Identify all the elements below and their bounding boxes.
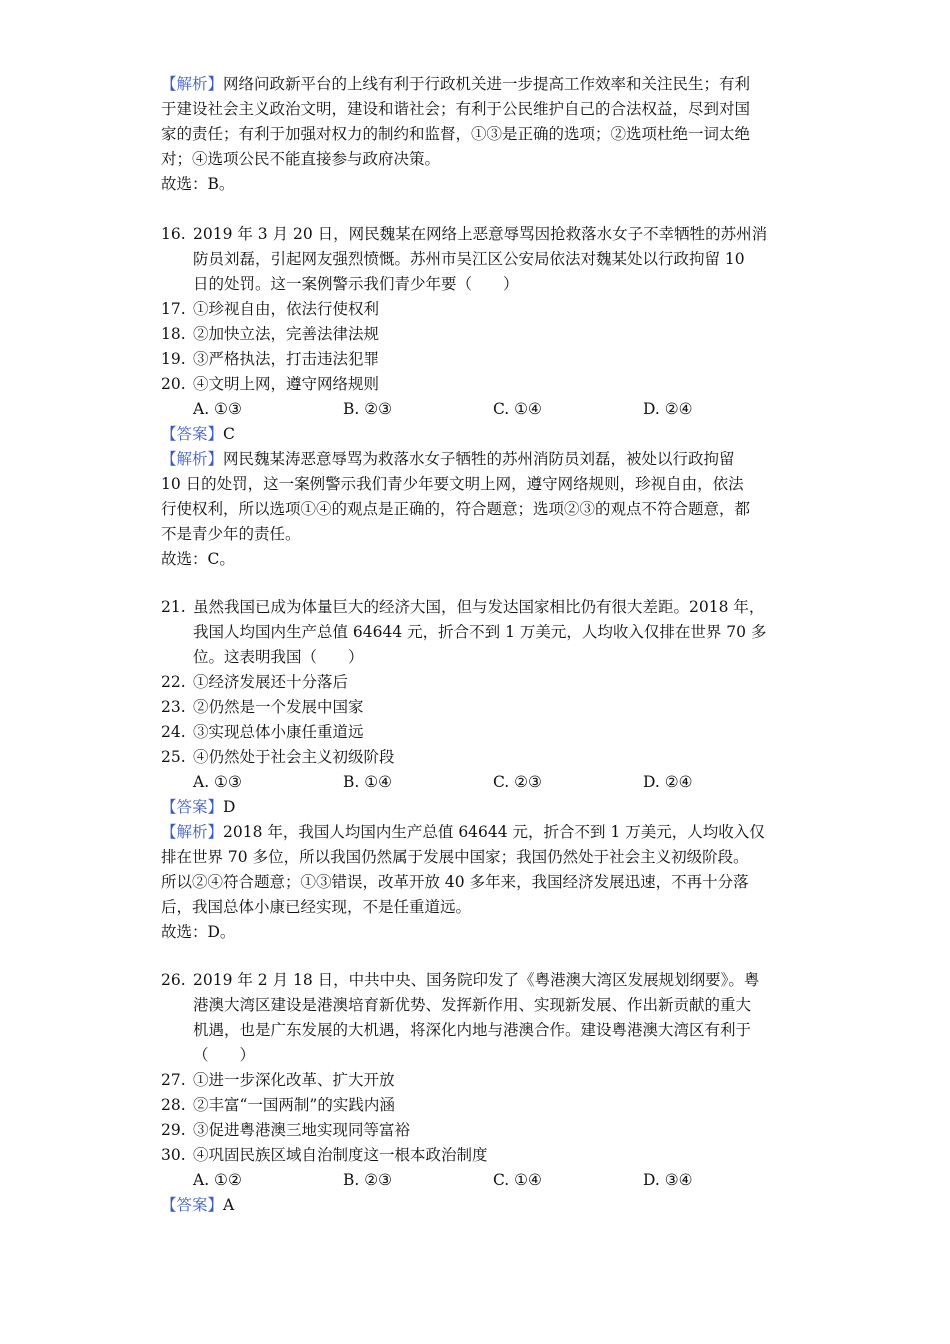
statement-item: 20. ④文明上网，遵守网络规则 (161, 375, 380, 393)
question-stem: 26. 2019 年 2 月 18 日，中共中央、国务院印发了《粤港澳大湾区发展规划纲要》。粤 港澳大湾区建设是港澳培育新优势、发挥新作用、实现新发展、作出新贡献的重大 机遇，也是广东发展的大机遇，将深化内地与港澳合作。建设粤港澳大湾区有利于 （ ） (161, 968, 801, 1068)
answer-tag: 【答案】 (161, 798, 224, 816)
explanation-line: 后，我国总体小康已经实现，不是任重道远。 (161, 898, 472, 916)
explanation-line: 行使权利，所以选项①④的观点是正确的，符合题意；选项②③的观点不符合题意，都 (161, 500, 751, 518)
answer-tag: 【答案】 (161, 1196, 224, 1214)
statement-item: 30. ④巩固民族区域自治制度这一根本政治制度 (161, 1146, 488, 1164)
option-d: D. ③④ (643, 1171, 693, 1189)
explanation-line: 于建设社会主义政治文明，建设和谐社会；有利于公民维护自己的合法权益，尽到对国 (161, 100, 751, 118)
question-26 (161, 968, 801, 1218)
answer-value: D (223, 798, 236, 816)
question-16 (161, 222, 801, 572)
statement-item: 24. ③实现总体小康任重道远 (161, 723, 364, 741)
explanation-line: 对；④选项公民不能直接参与政府决策。 (161, 150, 441, 168)
explanation-block (161, 72, 801, 197)
answer-options (161, 397, 801, 422)
statement-item: 22. ①经济发展还十分落后 (161, 673, 349, 691)
answer-options (161, 770, 801, 795)
option-b: B. ②③ (343, 400, 393, 418)
statement-item: 18. ②加快立法，完善法律法规 (161, 325, 380, 343)
option-b: B. ①④ (343, 773, 393, 791)
option-a: A. ①② (193, 1171, 242, 1189)
answer-line (161, 1193, 801, 1218)
option-c: C. ①④ (493, 1171, 542, 1189)
explanation-tag: 【解析】 (161, 823, 224, 841)
option-a: A. ①③ (193, 400, 242, 418)
explanation-line: 【解析】网络问政新平台的上线有利于行政机关进一步提高工作效率和关注民生；有利 (161, 75, 751, 93)
explanation-line: 家的责任；有利于加强对权力的制约和监督，①③是正确的选项；②选项杜绝一词太绝 (161, 125, 751, 143)
option-d: D. ②④ (643, 773, 693, 791)
question-stem: 16. 2019 年 3 月 20 日，网民魏某在网络上恶意辱骂因抢救落水女子不幸牺牲的苏州消 防员刘磊，引起网友强烈愤慨。苏州市吴江区公安局依法对魏某处以行政拘留 10 日的处罚。这一案例警示我们青少年要（ ） (161, 222, 801, 297)
explanation-tag: 【解析】 (161, 450, 224, 468)
option-c: C. ①④ (493, 400, 542, 418)
statement-item: 29. ③促进粤港澳三地实现同等富裕 (161, 1121, 411, 1139)
statement-item: 25. ④仍然处于社会主义初级阶段 (161, 748, 395, 766)
statement-item: 19. ③严格执法，打击违法犯罪 (161, 350, 380, 368)
answer-line (161, 422, 801, 447)
conclusion: 故选：C。 (161, 550, 235, 568)
conclusion: 故选：D。 (161, 923, 236, 941)
question-number: 26. (161, 971, 186, 989)
option-c: C. ②③ (493, 773, 542, 791)
explanation-line: 【解析】网民魏某涛恶意辱骂为救落水女子牺牲的苏州消防员刘磊，被处以行政拘留 (161, 450, 735, 468)
option-a: A. ①③ (193, 773, 242, 791)
option-d: D. ②④ (643, 400, 693, 418)
answer-options (161, 1168, 801, 1193)
question-stem: 21. 虽然我国已成为体量巨大的经济大国，但与发达国家相比仍有很大差距。2018 年， 我国人均国内生产总值 64644 元，折合不到 1 万美元，人均收入仅排在世界 70 多 位。这表明我国（ ） (161, 595, 801, 670)
statement-item: 27. ①进一步深化改革、扩大开放 (161, 1071, 395, 1089)
question-number: 16. (161, 225, 186, 243)
option-b: B. ②③ (343, 1171, 393, 1189)
explanation-line: 10 日的处罚，这一案例警示我们青少年要文明上网，遵守网络规则，珍视自由，依法 (161, 475, 744, 493)
explanation-line: 【解析】2018 年，我国人均国内生产总值 64644 元，折合不到 1 万美元，人均收入仅 (161, 823, 765, 841)
answer-value: A (223, 1196, 235, 1214)
explanation-line: 排在世界 70 多位，所以我国仍然属于发展中国家；我国仍然处于社会主义初级阶段。 (161, 848, 749, 866)
conclusion: 故选：B。 (161, 175, 235, 193)
answer-line (161, 795, 801, 820)
explanation-line: 不是青少年的责任。 (161, 525, 301, 543)
explanation-line: 所以②④符合题意；①③错误，改革开放 40 多年来，我国经济发展迅速，不再十分落 (161, 873, 749, 891)
statement-item: 17. ①珍视自由，依法行使权利 (161, 300, 380, 318)
statement-item: 28. ②丰富“一国两制”的实践内涵 (161, 1096, 395, 1114)
explanation-tag: 【解析】 (161, 75, 224, 93)
answer-value: C (223, 425, 235, 443)
answer-tag: 【答案】 (161, 425, 224, 443)
question-number: 21. (161, 598, 186, 616)
question-21 (161, 595, 801, 945)
statement-item: 23. ②仍然是一个发展中国家 (161, 698, 364, 716)
